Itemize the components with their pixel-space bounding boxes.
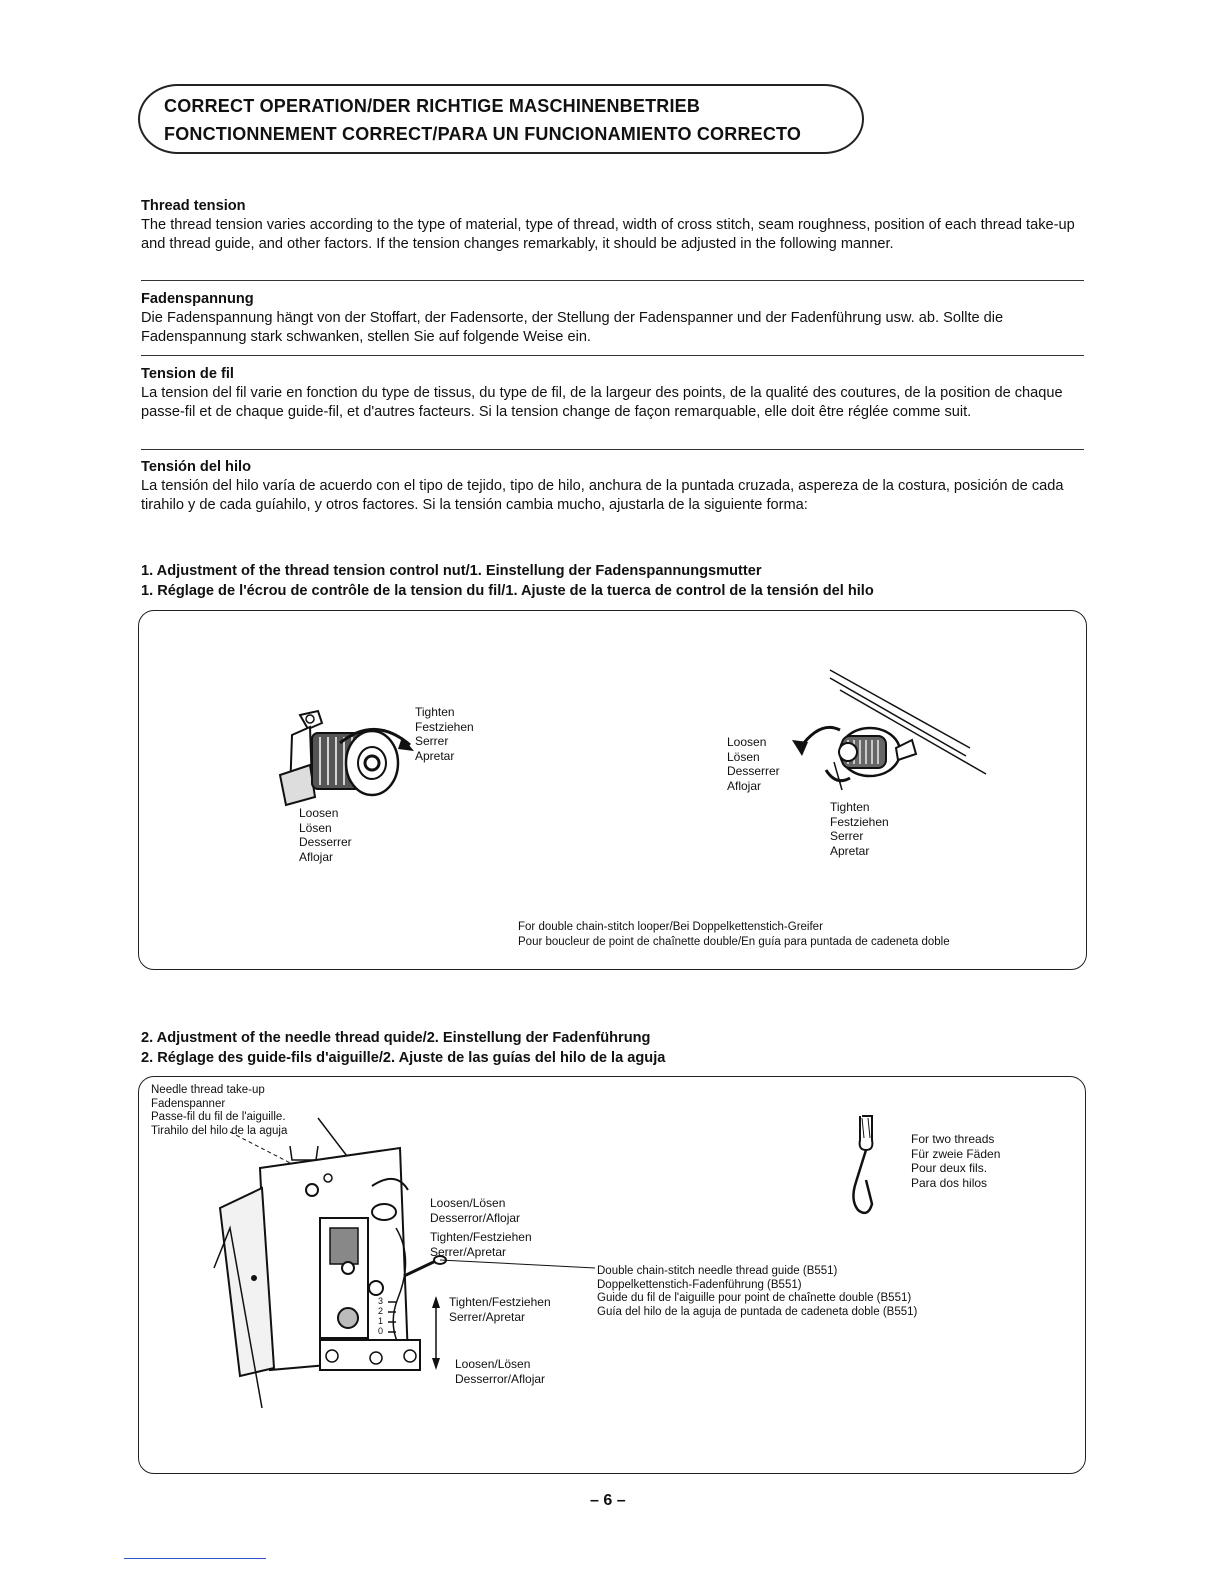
step2-title-line1: 2. Adjustment of the needle thread quide/2. Einstellung der Fadenführung (141, 1030, 651, 1046)
header-title-line1: CORRECT OPERATION/DER RICHTIGE MASCHINENBETRIEB (164, 96, 701, 116)
section-body: La tension del fil varie en fonction du type de tissus, du type de fil, de la largeur des points, de la qualité des coutures, de la position de chaque passe-fil et de chaque guide-fil, et d'autres facteurs. Si la tension change de façon remarquable, elle doit être réglée comme suit. (141, 385, 1063, 420)
divider (141, 280, 1084, 281)
step1-title-line1: 1. Adjustment of the thread tension control nut/1. Einstellung der Fadenspannungsmutter (141, 563, 762, 579)
section-tension-del-hilo (141, 458, 1084, 515)
thread-guide-b551-label: Double chain-stitch needle thread guide (B551) Doppelkettenstich-Fadenführung (B551) Guide du fil de l'aiguille pour point de chaînette double (B551) Guía del hilo de la aguja de puntada de cadeneta doble (B551) (597, 1265, 918, 1318)
section-body: La tensión del hilo varía de acuerdo con el tipo de tejido, tipo de hilo, anchura de la puntada cruzada, aspereza de la costura, posición de cada tirahilo y de cada guíahilo, y otros factores. Si la tensión cambia mucho, ajustarla de la siguiente forma: (141, 478, 1064, 513)
tighten-bottom-label: Tighten/Festziehen Serrer/Apretar (449, 1295, 551, 1324)
two-threads-label: For two threads Für zweie Fäden Pour deux fils. Para dos hilos (911, 1132, 1001, 1190)
footer-rule (124, 1558, 266, 1559)
thread-guide-wire-illustration (842, 1110, 892, 1220)
tighten-top-label: Tighten/Festziehen Serrer/Apretar (430, 1230, 532, 1259)
section-heading: Thread tension (141, 198, 246, 214)
header-title-line2: FONCTIONNEMENT CORRECT/PARA UN FUNCIONAMIENTO CORRECTO (164, 124, 802, 144)
section-fadenspannung (141, 290, 1084, 347)
loosen-top-label: Loosen/Lösen Desserror/Aflojar (430, 1196, 521, 1225)
section-tension-de-fil (141, 365, 1084, 422)
divider (141, 355, 1084, 356)
right-tighten-label: Tighten Festziehen Serrer Apretar (830, 800, 889, 858)
section-heading: Tensión del hilo (141, 459, 251, 475)
step1-caption: For double chain-stitch looper/Bei Doppelkettenstich-Greifer Pour boucleur de point de chaînette double/En guía para puntada de cadeneta doble (518, 921, 950, 948)
section-body: The thread tension varies according to the type of material, type of thread, width of cross stitch, seam roughness, position of each thread take-up and thread guide, and other factors. If the tension changes remarkably, it should be adjusted in the following manner. (141, 217, 1075, 252)
step2-title-line2: 2. Réglage des guide-fils d'aiguille/2. Ajuste de las guías del hilo de la aguja (141, 1050, 666, 1066)
section-heading: Fadenspannung (141, 291, 254, 307)
section-thread-tension (141, 197, 1084, 254)
loosen-bottom-label: Loosen/Lösen Desserror/Aflojar (455, 1357, 546, 1386)
looper-tension-illustration-right (790, 670, 980, 790)
right-loosen-label: Loosen Lösen Desserrer Aflojar (727, 735, 780, 793)
scale-marks: 3 2 1 0 (378, 1296, 384, 1336)
step1-title-line2: 1. Réglage de l'écrou de contrôle de la tension du fil/1. Ajuste de la tuerca de control de la tensión del hilo (141, 583, 874, 599)
section-heading: Tension de fil (141, 366, 234, 382)
take-up-label: Needle thread take-up Fadenspanner Passe-fil du fil de l'aiguille. Tirahilo del hilo de la aguja (151, 1084, 288, 1137)
left-tighten-label: Tighten Festziehen Serrer Apretar (415, 705, 474, 763)
section-body: Die Fadenspannung hängt von der Stoffart, der Fadensorte, der Stellung der Fadenspanner und der Fadenführung usw. ab. Sollte die Fadenspannung stark schwanken, stellen Sie auf folgende Weise ein. (141, 310, 1004, 345)
divider (141, 449, 1084, 450)
page-number: – 6 – (590, 1492, 626, 1509)
left-loosen-label: Loosen Lösen Desserrer Aflojar (299, 806, 352, 864)
